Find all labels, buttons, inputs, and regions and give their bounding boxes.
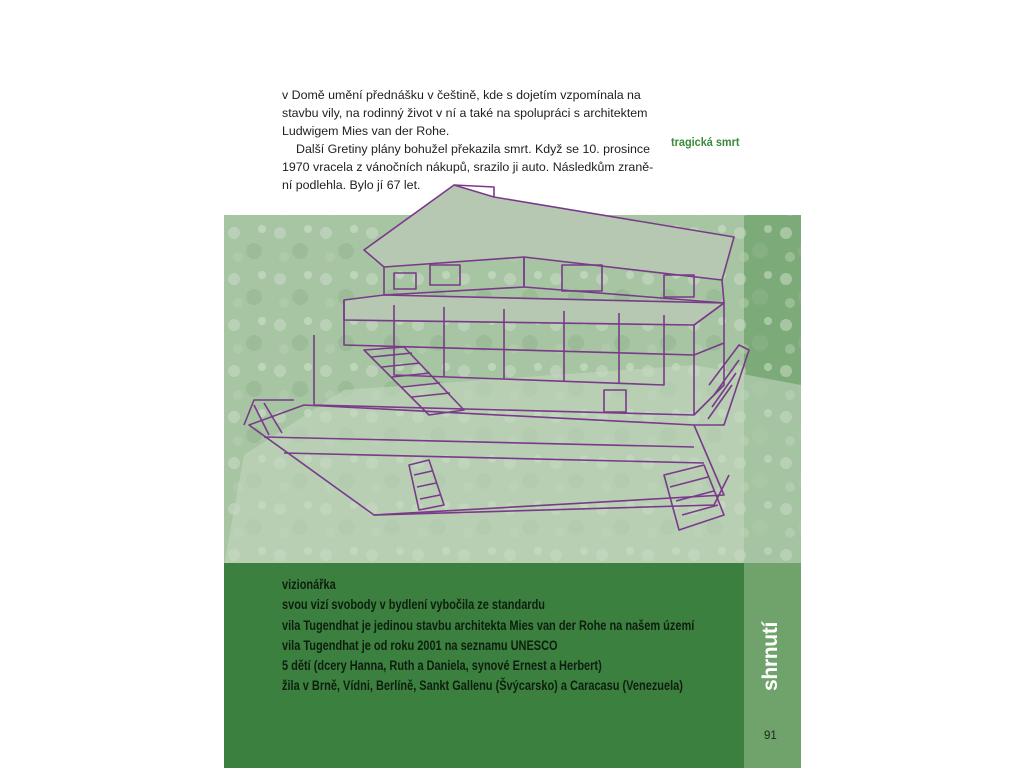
summary-item: svou vizí svobody v bydlení vybočila ze standardu xyxy=(282,597,546,613)
text-line: Další Gretiny plány bohužel překazila smrt. Když se 10. prosince xyxy=(296,142,650,156)
summary-item: žila v Brně, Vídni, Berlíně, Sankt Gallenu (Švýcarsko) a Caracasu (Venezuela) xyxy=(282,678,683,694)
summary-item: vila Tugendhat je od roku 2001 na seznamu UNESCO xyxy=(282,637,558,653)
villa-drawing xyxy=(224,175,801,565)
summary-item: 5 dětí (dcery Hanna, Ruth a Daniela, synové Ernest a Herbert) xyxy=(282,658,602,674)
paragraph-1 xyxy=(282,86,660,140)
summary-side-tab xyxy=(744,563,801,768)
side-tab-label: shrnutí xyxy=(759,621,782,691)
villa-sketch xyxy=(224,175,801,565)
text-line: ní podlehla. Bylo jí 67 let. xyxy=(282,178,421,192)
margin-note: tragická smrt xyxy=(671,135,740,149)
text-line: v Domě umění přednášku v češtině, kde s dojetím vzpomínala na xyxy=(282,88,641,102)
summary-list xyxy=(282,575,694,697)
summary-box xyxy=(224,563,744,768)
page-number: 91 xyxy=(764,730,777,742)
text-line: 1970 vracela z vánočních nákupů, srazilo ji auto. Následkům zraně- xyxy=(282,160,654,174)
summary-item: vila Tugendhat je jedinou stavbu architekta Mies van der Rohe na našem území xyxy=(282,617,695,633)
text-line: Ludwigem Mies van der Rohe. xyxy=(282,124,450,138)
text-line: stavbu vily, na rodinný život v ní a také na spolupráci s architektem xyxy=(282,106,648,120)
summary-item: vizionářka xyxy=(282,577,336,592)
